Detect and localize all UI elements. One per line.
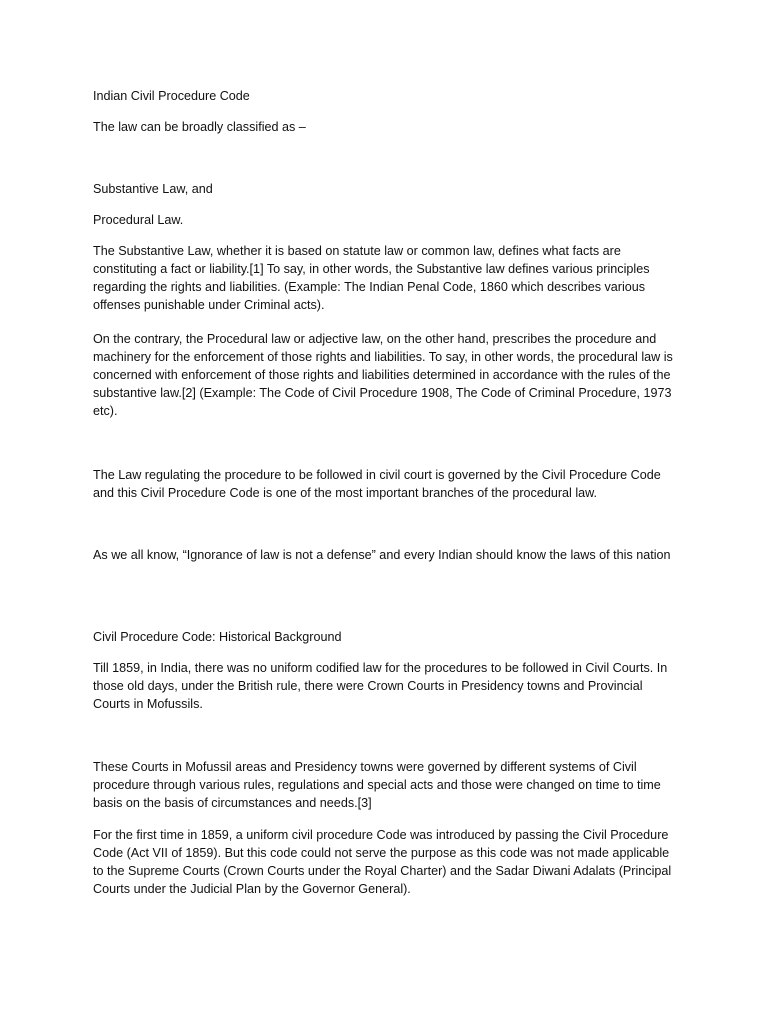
section-heading-history: Civil Procedure Code: Historical Background [93,630,342,644]
paragraph-procedural-law: On the contrary, the Procedural law or adjective law, on the other hand, prescribes the procedure and machinery for the enforcement of those rights and liabilities. To say, in other words, the procedural law is concerned with enforcement of those rights and liabilities determined in accordance with the rules of the substantive law.[2] (Example: The Code of Civil Procedure 1908, The Code of Criminal Procedure, 1973 etc). [93,332,673,418]
paragraph-substantive-law: The Substantive Law, whether it is based on statute law or common law, defines what facts are constituting a fact or liability.[1] To say, in other words, the Substantive law defines various principles regarding the rights and liabilities. (Example: The Indian Penal Code, 1860 which describes various offenses punishable under Criminal acts). [93,244,650,312]
paragraph-till-1859: Till 1859, in India, there was no uniform codified law for the procedures to be followed in Civil Courts. In those old days, under the British rule, there were Crown Courts in Presidency towns and Provincial Courts in Mofussils. [93,661,668,711]
intro-paragraph: The law can be broadly classified as – [93,120,306,134]
list-item-procedural: Procedural Law. [93,213,184,227]
paragraph-first-time-1859: For the first time in 1859, a uniform civil procedure Code was introduced by passing the Civil Procedure Code (Act VII of 1859). But this code could not serve the purpose as this code was not made applicable to the Supreme Courts (Crown Courts under the Royal Charter) and the Sadar Diwani Adalats (Principal Courts under the Judicial Plan by the Governor General). [93,828,672,896]
paragraph-mofussil-courts: These Courts in Mofussil areas and Presidency towns were governed by different systems of Civil procedure through various rules, regulations and special acts and those were changed on time to time basis on the basis of circumstances and needs.[3] [93,760,661,810]
paragraph-civil-court: The Law regulating the procedure to be followed in civil court is governed by the Civil Procedure Code and this Civil Procedure Code is one of the most important branches of the procedural law. [93,468,661,500]
document-title: Indian Civil Procedure Code [93,89,250,103]
paragraph-ignorance-of-law: As we all know, “Ignorance of law is not a defense” and every Indian should know the laws of this nation [93,548,671,562]
list-item-substantive: Substantive Law, and [93,182,213,196]
